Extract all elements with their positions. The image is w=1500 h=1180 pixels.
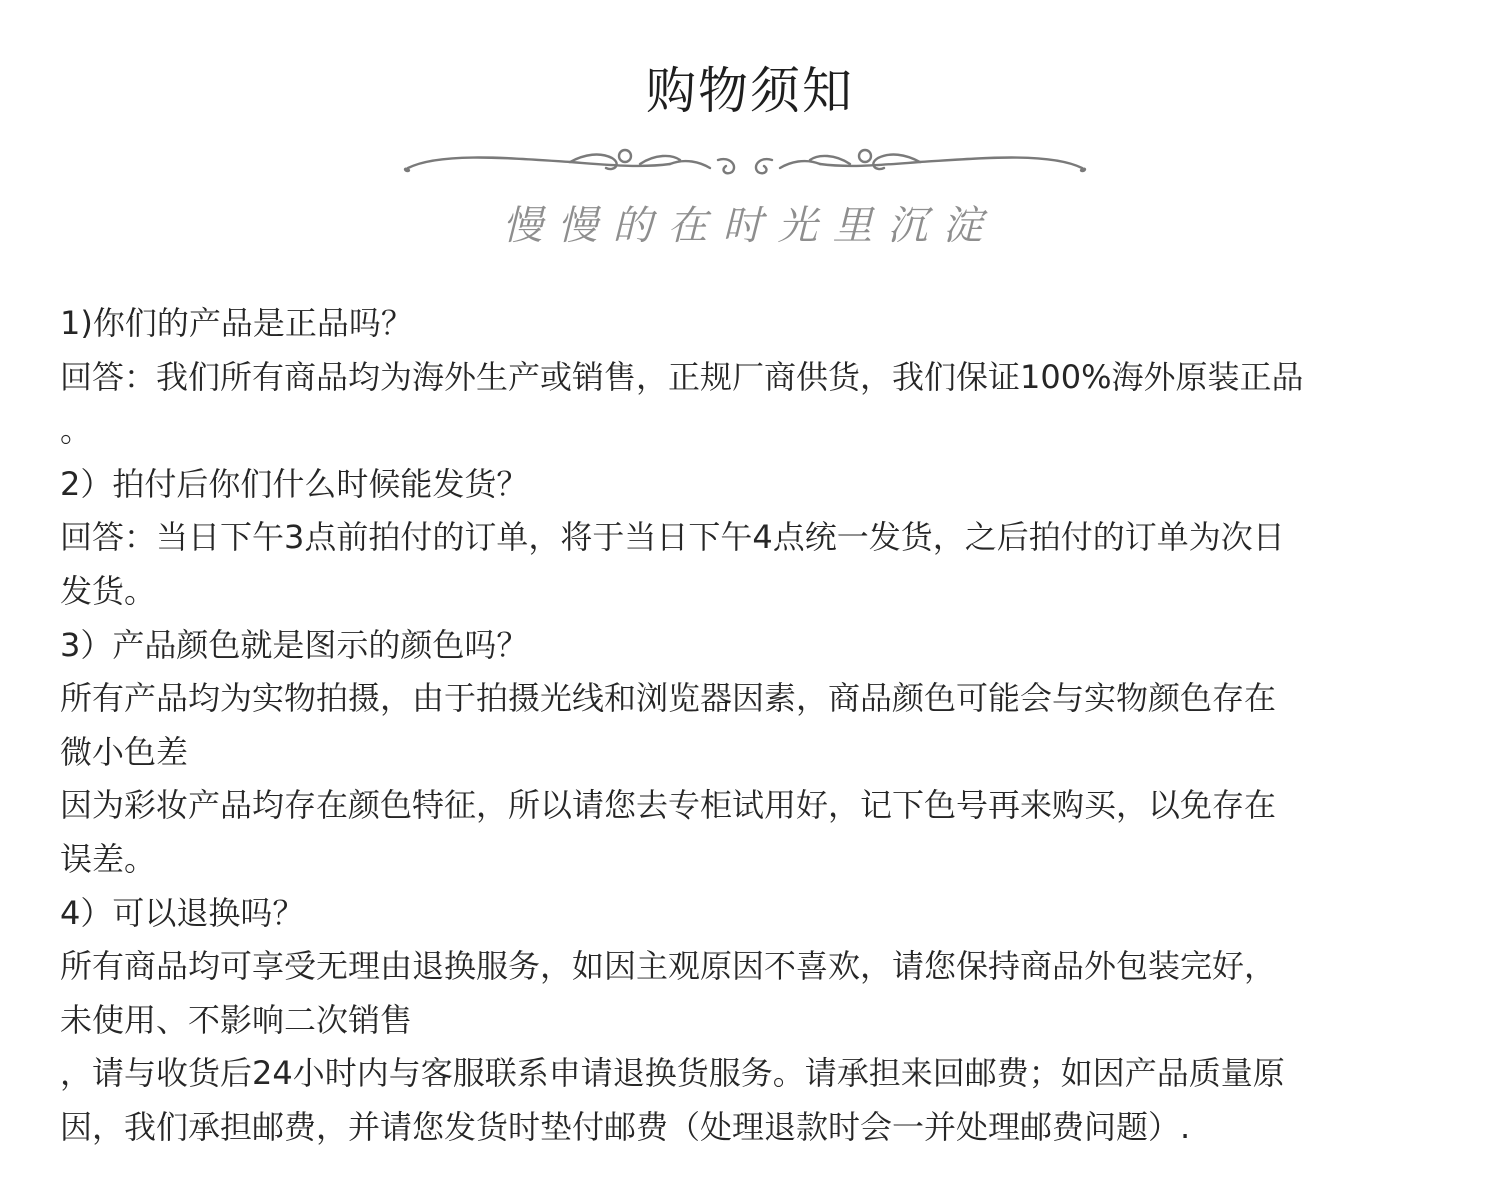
faq-answer-3-note-cont: 误差。 (60, 839, 157, 878)
faq-answer-1-cont: 。 (60, 411, 93, 450)
subtitle: 慢慢的在时光里沉淀 (502, 203, 998, 249)
faq-answer-3-cont: 微小色差 (60, 732, 189, 771)
faq-question-1: 1)你们的产品是正品吗？ (60, 304, 413, 342)
faq-answer-3-note: 因为彩妆产品均存在颜色特征，所以请您去专柜试用好，记下色号再来购买，以免存在 (60, 786, 1277, 825)
flourish-divider-icon (400, 140, 1090, 186)
faq-question-3: 3）产品颜色就是图示的颜色吗？ (60, 625, 529, 664)
faq-answer-4-detail-cont: 因，我们承担邮费，并请您发货时垫付邮费（处理退款时会一并处理邮费问题）. (60, 1107, 1191, 1146)
page-title: 购物须知 (646, 62, 854, 120)
faq-answer-1: 回答：我们所有商品均为海外生产或销售，正规厂商供货，我们保证100%海外原装正品 (60, 357, 1304, 396)
faq-content (60, 297, 1440, 1155)
faq-answer-4-detail: ，请与收货后24小时内与客服联系申请退换货服务。请承担来回邮费；如因产品质量原 (60, 1054, 1285, 1093)
faq-answer-4-cont: 未使用、不影响二次销售 (60, 1000, 413, 1039)
faq-question-4: 4）可以退换吗？ (60, 893, 305, 932)
faq-question-2: 2）拍付后你们什么时候能发货？ (60, 464, 529, 503)
faq-answer-2: 回答：当日下午3点前拍付的订单，将于当日下午4点统一发货，之后拍付的订单为次日 (60, 518, 1285, 557)
faq-answer-3: 所有产品均为实物拍摄，由于拍摄光线和浏览器因素，商品颜色可能会与实物颜色存在 (60, 679, 1277, 718)
header (0, 0, 1500, 270)
faq-answer-4: 所有商品均可享受无理由退换服务，如因主观原因不喜欢，请您保持商品外包装完好， (60, 947, 1277, 986)
faq-answer-2-cont: 发货。 (60, 571, 157, 610)
